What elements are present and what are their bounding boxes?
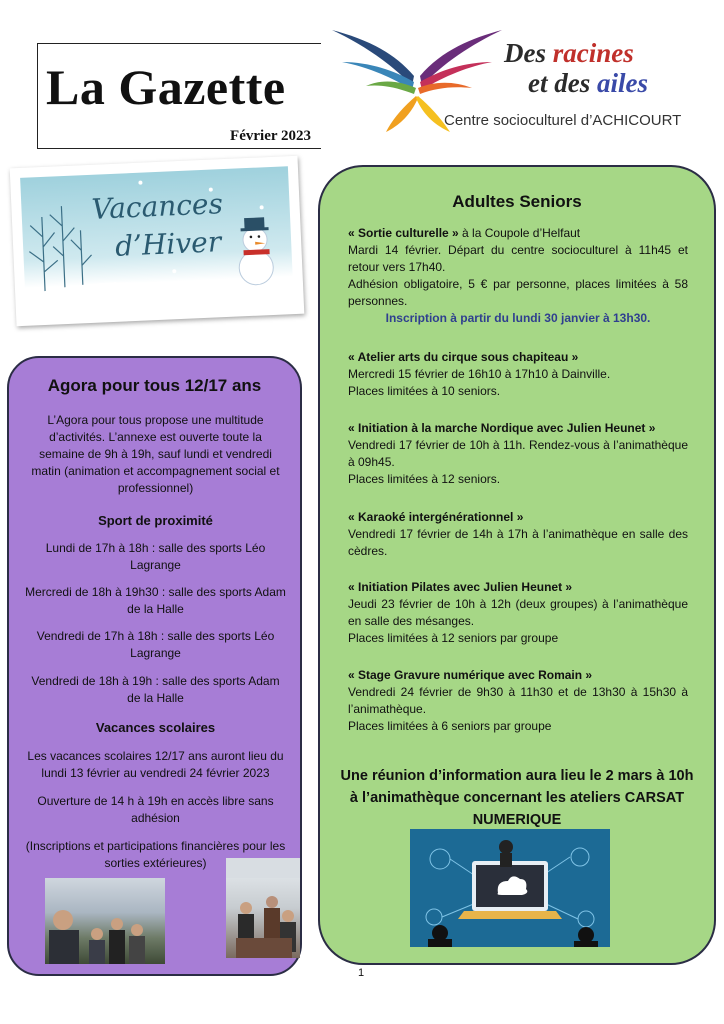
holiday-dates: Les vacances scolaires 12/17 ans auront lieu du lundi 13 février au vendredi 24 février 2023: [27, 749, 284, 780]
event-line: Places limitées à 12 seniors par groupe: [348, 631, 559, 645]
group-photo-indoor: [226, 858, 300, 958]
logo-text-racines: racines: [552, 38, 634, 68]
event-line: Vendredi 17 février de 10h à 11h. Rendez-vous à l’animathèque à 09h45.: [348, 438, 688, 469]
banner-line-hiver: d’Hiver: [114, 225, 222, 263]
event-karaoke: [348, 509, 688, 560]
group-photo-outdoor: [45, 878, 165, 964]
gazette-title-box: [37, 43, 321, 149]
event-name-suffix: à la Coupole d’Helfaut: [458, 226, 581, 240]
event-name: « Sortie culturelle »: [348, 226, 459, 240]
event-registration: Inscription à partir du lundi 30 janvier à 13h30.: [385, 311, 651, 325]
gazette-title: La Gazette: [46, 59, 286, 115]
issue-date: Février 2023: [230, 128, 311, 144]
event-sortie-culturelle: [348, 225, 688, 327]
logo-subtitle: Centre socioculturel d’ACHICOURT: [444, 112, 682, 129]
sport-item: Vendredi de 18h à 19h : salle des sports Adam de la Halle: [31, 674, 280, 705]
agora-title: Agora pour tous 12/17 ans: [47, 376, 262, 395]
people-photo-icon: [45, 878, 165, 964]
logo-line-1: [504, 38, 634, 69]
seniors-panel: [318, 165, 716, 965]
sport-item: Lundi de 17h à 18h : salle des sports Léo Lagrange: [45, 541, 266, 572]
centre-logo: [332, 24, 692, 134]
banner-line-vacances: Vacances: [90, 187, 224, 226]
event-name: « Initiation Pilates avec Julien Heunet »: [348, 580, 573, 594]
event-line: Jeudi 23 février de 10h à 12h (deux groupes) à l’animathèque en salle des mésanges.: [348, 597, 688, 628]
page-number: 1: [358, 967, 365, 979]
laptop-cloud-icon: [410, 829, 610, 947]
event-marche-nordique: [348, 420, 688, 488]
event-name: « Stage Gravure numérique avec Romain »: [348, 668, 593, 682]
event-line: Places limitées à 10 seniors.: [348, 384, 501, 398]
winter-scene: [20, 166, 294, 316]
event-name: « Initiation à la marche Nordique avec Julien Heunet »: [348, 421, 656, 435]
sport-item: Vendredi de 17h à 18h : salle des sports Léo Lagrange: [36, 629, 275, 660]
event-name: « Atelier arts du cirque sous chapiteau »: [348, 350, 579, 364]
event-arts-cirque: [348, 349, 688, 400]
event-line: Places limitées à 12 seniors.: [348, 472, 501, 486]
logo-text-ailes: ailes: [596, 68, 648, 98]
logo-text-et-des: et des: [528, 68, 597, 98]
agora-intro: L’Agora pour tous propose une multitude d’activités. L’annexe est ouverte toute la semaine de 9h à 19h, sauf lundi et vendredi matin (animation et accompagnement social et professionnel): [31, 413, 280, 495]
event-pilates: [348, 579, 688, 647]
holiday-heading: Vacances scolaires: [95, 720, 216, 735]
event-line: Mercredi 15 février de 16h10 à 17h10 à Dainville.: [348, 367, 611, 381]
carsat-meeting-notice: Une réunion d’information aura lieu le 2 mars à 10h à l’animathèque concernant les ateliers CARSAT NUMERIQUE: [340, 768, 694, 828]
event-line: Vendredi 17 février de 14h à 17h à l’animathèque en salle des cèdres.: [348, 527, 688, 558]
event-name: « Karaoké intergénérationnel »: [348, 510, 524, 524]
logo-line-2: [528, 68, 648, 99]
holiday-note: (Inscriptions et participations financières pour les sorties extérieures): [25, 839, 286, 870]
sport-heading: Sport de proximité: [98, 513, 213, 528]
people-photo-icon: [226, 858, 300, 958]
event-gravure: [348, 667, 688, 735]
agora-panel: [7, 356, 302, 976]
digital-illustration: [410, 829, 610, 947]
event-line: Places limitées à 6 seniors par groupe: [348, 719, 552, 733]
event-line: Vendredi 24 février de 9h30 à 11h30 et de 13h30 à 15h30 à l’animathèque.: [348, 685, 688, 716]
logo-text-des: Des: [504, 38, 553, 68]
seniors-title: Adultes Seniors: [452, 192, 582, 211]
sport-item: Mercredi de 18h à 19h30 : salle des sports Adam de la Halle: [25, 585, 286, 616]
event-line: Adhésion obligatoire, 5 € par personne, places limitées à 58 personnes.: [348, 277, 688, 308]
holiday-opening: Ouverture de 14 h à 19h en accès libre sans adhésion: [37, 794, 274, 825]
winter-holidays-banner: [10, 156, 305, 326]
event-line: Mardi 14 février. Départ du centre socioculturel à 11h45 et retour vers 17h40.: [348, 243, 688, 274]
